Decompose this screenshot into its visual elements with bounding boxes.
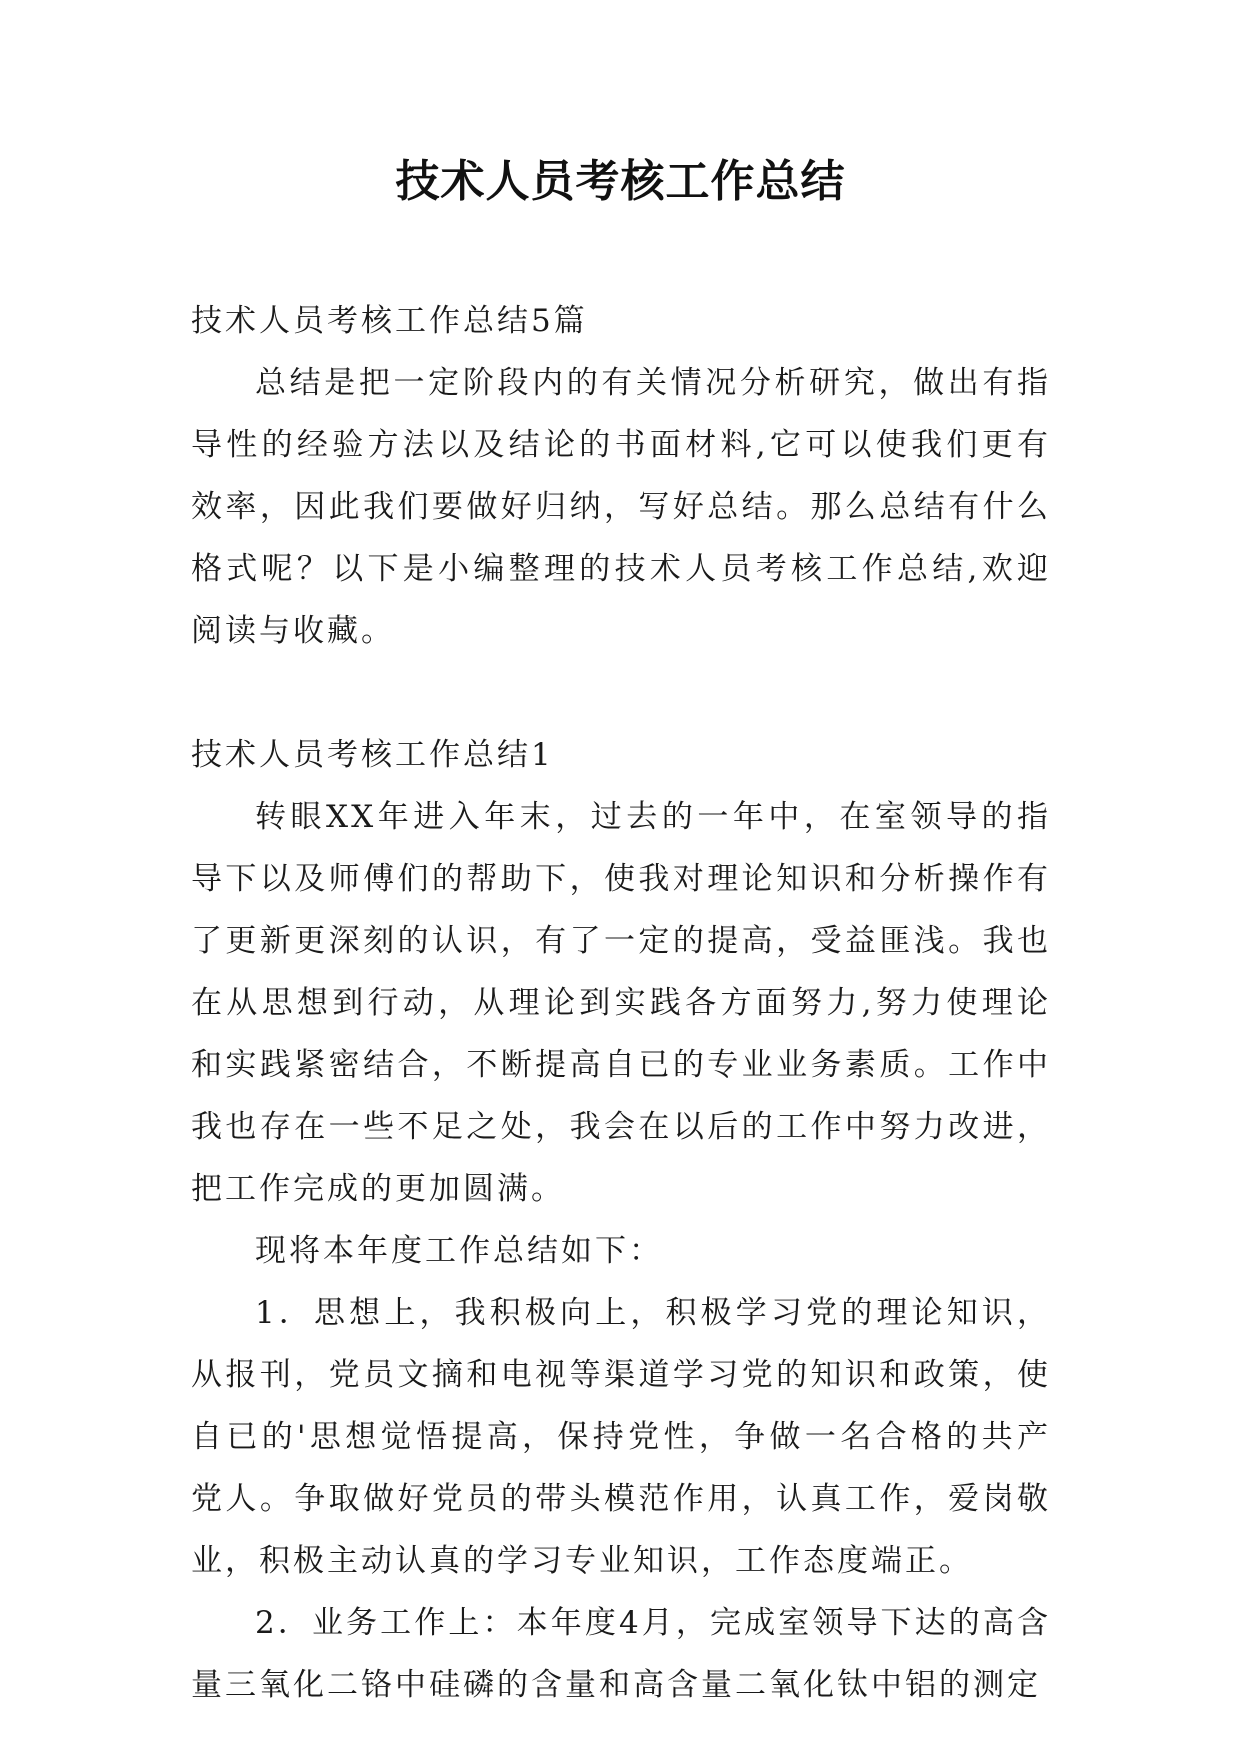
section1-paragraph-4: 2．业务工作上：本年度4月，完成室领导下达的高含量三氧化二铬中硅磷的含量和高含量二氧化钛中铝的测定 [191, 1605, 1051, 1703]
section-spacer [191, 662, 1051, 724]
intro-paragraph: 总结是把一定阶段内的有关情况分析研究，做出有指导性的经验方法以及结论的书面材料,它可以使我们更有效率，因此我们要做好归纳，写好总结。那么总结有什么格式呢？以下是小编整理的技术人员考核工作总结,欢迎阅读与收藏。 [191, 365, 1051, 649]
section1-paragraph-3: 1．思想上，我积极向上，积极学习党的理论知识，从报刊，党员文摘和电视等渠道学习党的知识和政策，使自已的'思想觉悟提高，保持党性，争做一名合格的共产党人。争取做好党员的带头模范作用，认真工作，爱岗敬业，积极主动认真的学习专业知识，工作态度端正。 [191, 1295, 1051, 1579]
section1-paragraph-1: 转眼XX年进入年末，过去的一年中，在室领导的指导下以及师傅们的帮助下，使我对理论知识和分析操作有了更新更深刻的认识，有了一定的提高，受益匪浅。我也在从思想到行动，从理论到实践各方面努力,努力使理论和实践紧密结合，不断提高自已的专业业务素质。工作中我也存在一些不足之处，我会在以后的工作中努力改进，把工作完成的更加圆满。 [191, 799, 1051, 1207]
main-heading: 技术人员考核工作总结5篇 [191, 303, 588, 339]
section1-paragraph-2: 现将本年度工作总结如下： [255, 1233, 663, 1269]
section1-heading: 技术人员考核工作总结1 [191, 737, 554, 773]
document-body [191, 290, 1051, 1716]
document-title: 技术人员考核工作总结 [395, 156, 846, 207]
